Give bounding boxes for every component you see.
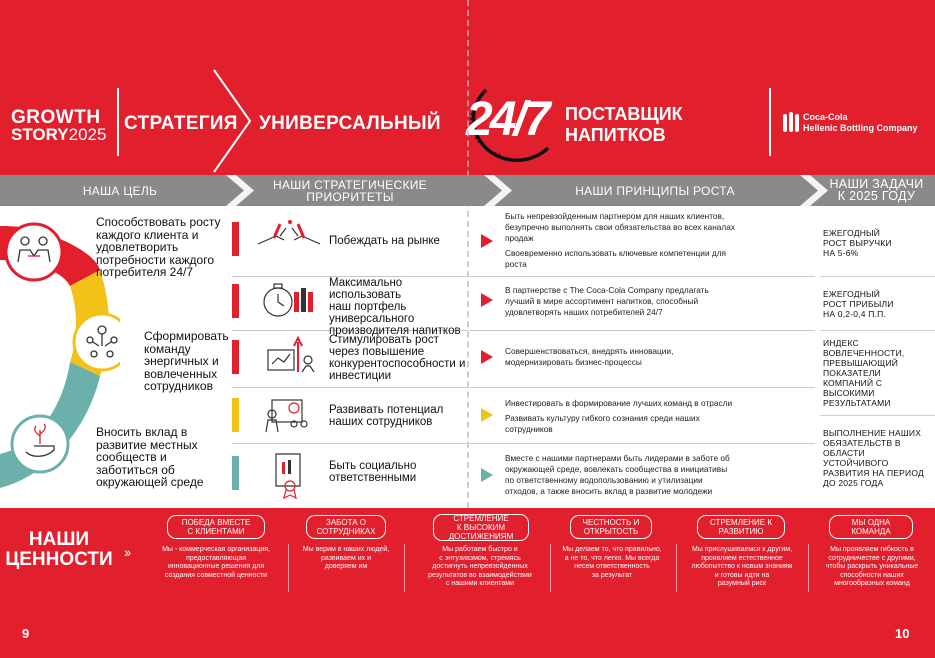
universal-label: УНИВЕРСАЛЬНЫЙ: [259, 113, 441, 134]
value-4-desc: Мы делаем то, что правильно, а не то, что легко. Мы всегда несем ответственность за результат: [562, 546, 662, 579]
principle-1-arrow-icon: [481, 234, 493, 248]
principle-2-arrow-icon: [481, 293, 493, 307]
principle-5-text: Вместе с нашими партнерами быть лидерами в заботе об окружающей среде, вовлекать сообщества в инициативы по ответственному водопользованию и утилизации отходов, а также вносить вклад в развитие молодежи: [505, 453, 730, 496]
task-1: ЕЖЕГОДНЫЙ РОСТ ВЫРУЧКИ НА 5-6%: [823, 228, 892, 258]
task-2: ЕЖЕГОДНЫЙ РОСТ ПРИБЫЛИ НА 0,2-0,4 П.П.: [823, 289, 894, 319]
company-logo: Coca-Cola Hellenic Bottling Company: [803, 112, 918, 133]
band-goal: НАША ЦЕЛЬ: [82, 184, 158, 198]
goal-1: Способствовать росту каждого клиента и удовлетворить потребности каждого потребителя 24/7: [96, 215, 221, 279]
principle-3-text: Совершенствоваться, внедрять инновации, модернизировать бизнес-процессы: [505, 346, 674, 367]
task-4: ВЫПОЛНЕНИЕ НАШИХ ОБЯЗАТЕЛЬСТВ В ОБЛАСТИ УСТОЙЧИВОГО РАЗВИТИЯ НА ПЕРИОД ДО 2025 ГОДА: [823, 428, 924, 488]
growth-story-logo-line2: STORY2025: [11, 125, 107, 144]
page-number-right: 10: [895, 626, 910, 641]
page-number-left: 9: [22, 626, 30, 641]
principle-5-arrow-icon: [481, 468, 493, 482]
priority-3-bar: [232, 340, 239, 374]
header-chevron-icon: [208, 66, 258, 176]
badge-247: 24/7: [466, 93, 548, 146]
supplier-title: ПОСТАВЩИК НАПИТКОВ: [565, 104, 683, 145]
value-1-desc: Мы - коммерческая организация, предоставляющая инновационные решения для создания совместной ценности: [162, 546, 270, 579]
priority-4-bar: [232, 398, 239, 432]
page-fold-line: [467, 0, 469, 508]
value-2-desc: Мы верим в наших людей, развиваем их и доверяем им: [302, 546, 390, 571]
principle-separator: [470, 387, 815, 388]
principle-3-arrow-icon: [481, 350, 493, 364]
principle-separator: [470, 443, 815, 444]
value-5-desc: Мы прислушиваемся к другим, проявляем естественное любопытство к новым знаниям и готовы идти на разумный риск: [691, 546, 793, 588]
value-2-title: ЗАБОТА О СОТРУДНИКАХ: [306, 515, 386, 539]
goal-2: Сформировать команду энергичных и вовлеченных сотрудников: [144, 329, 229, 393]
value-separator: [550, 544, 551, 592]
priority-icons: [250, 214, 330, 504]
principle-1-text: Быть непревзойденным партнером для наших клиентов, безупречно выполнять свои обязательства во всех каналах продаж Своевременно использовать ключевые компетенции для роста: [505, 211, 735, 269]
band-priorities: НАШИ СТРАТЕГИЧЕСКИЕ ПРИОРИТЕТЫ: [273, 178, 427, 204]
priority-5-text: Быть социально ответственными: [329, 460, 417, 484]
priority-1-bar: [232, 222, 239, 256]
value-3-title: СТРЕМЛЕНИЕ К ВЫСОКИМ ДОСТИЖЕНИЯМ: [433, 514, 529, 541]
value-3-desc: Мы работаем быстро и с энтузиазмом, стремясь достигнуть непревзойденных результатов во взаимодействии с нашими клиентами: [428, 546, 532, 588]
value-separator: [676, 544, 677, 592]
coca-cola-bottles-icon: [781, 110, 801, 134]
value-1-title: ПОБЕДА ВМЕСТЕ С КЛИЕНТАМИ: [167, 515, 265, 539]
principle-4-arrow-icon: [481, 408, 493, 422]
band-principles: НАШИ ПРИНЦИПЫ РОСТА: [575, 184, 735, 198]
task-3: ИНДЕКС ВОВЛЕЧЕННОСТИ, ПРЕВЫШАЮЩИЙ ПОКАЗАТЕЛИ КОМПАНИЙ С ВЫСОКИМИ РЕЗУЛЬТАТАМИ: [823, 338, 905, 408]
priority-5-bar: [232, 456, 239, 490]
band-tasks: НАШИ ЗАДАЧИ К 2025 ГОДУ: [829, 177, 924, 203]
company-divider: [769, 88, 771, 156]
value-separator: [808, 544, 809, 592]
priority-2-bar: [232, 284, 239, 318]
value-6-desc: Мы проявляем гибкость в сотрудничестве с другими, чтобы раскрыть уникальные способности наших многообразных команд: [825, 546, 919, 588]
principle-4-text: Инвестировать в формирование лучших команд в отрасли Развивать культуру гибкого сознания среди наших сотрудников: [505, 398, 733, 434]
principle-separator: [470, 330, 815, 331]
value-5-title: СТРЕМЛЕНИЕ К РАЗВИТИЮ: [697, 515, 785, 539]
priority-2-text: Максимально использовать наш портфель универсального производителя напитков: [329, 277, 461, 337]
principle-2-text: В партнерстве с The Coca-Cola Company предлагать лучший в мире ассортимент напитков, способный удовлетворять наших потребителей 24/7: [505, 285, 709, 317]
value-separator: [404, 544, 405, 592]
values-arrows-icon: ››: [124, 544, 130, 560]
values-title: НАШИ ЦЕННОСТИ: [5, 529, 113, 570]
priority-1-text: Побеждать на рынке: [329, 235, 440, 247]
value-4-title: ЧЕСТНОСТЬ И ОТКРЫТОСТЬ: [570, 515, 652, 539]
task-separator: [820, 276, 935, 277]
value-separator: [288, 544, 289, 592]
goal-3: Вносить вклад в развитие местных сообществ и заботиться об окружающей среде: [96, 425, 204, 489]
priority-4-text: Развивать потенциал наших сотрудников: [329, 404, 444, 428]
task-separator: [820, 330, 935, 331]
strategy-label: СТРАТЕГИЯ: [124, 113, 238, 134]
growth-story-logo: GROWTH: [11, 107, 101, 128]
priority-3-text: Стимулировать рост через повышение конкурентоспособности и инвестиции: [329, 334, 466, 382]
value-6-title: МЫ ОДНА КОМАНДА: [829, 515, 913, 539]
task-separator: [820, 415, 935, 416]
header-divider: [117, 88, 119, 156]
principle-separator: [470, 276, 815, 277]
